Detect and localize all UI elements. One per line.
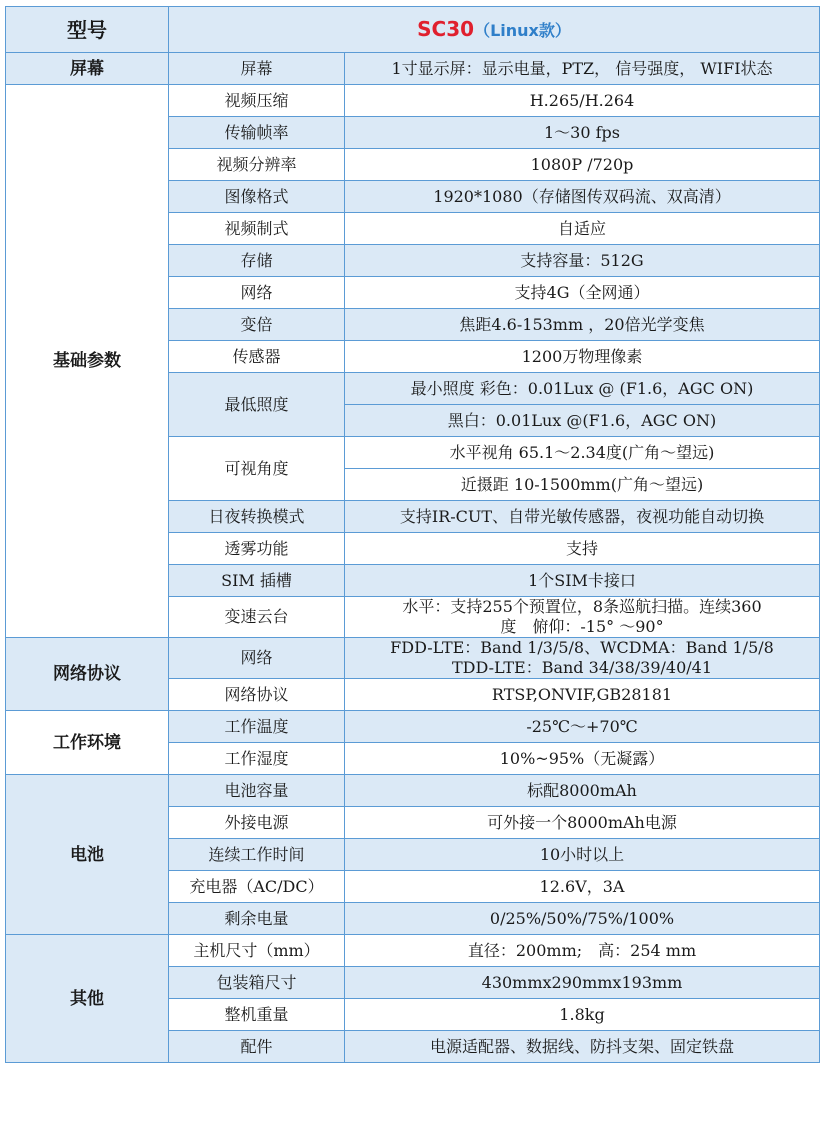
param-label: 视频压缩 <box>169 85 345 117</box>
param-label: 主机尺寸（mm） <box>169 935 345 967</box>
param-value: 1个SIM卡接口 <box>345 565 820 597</box>
param-label: 图像格式 <box>169 181 345 213</box>
param-label: SIM 插槽 <box>169 565 345 597</box>
param-value: 1200万物理像素 <box>345 341 820 373</box>
param-value: 支持IR-CUT、自带光敏传感器，夜视功能自动切换 <box>345 501 820 533</box>
param-value: 1.8kg <box>345 999 820 1031</box>
category-screen: 屏幕 <box>6 53 169 85</box>
category-environment: 工作环境 <box>6 711 169 775</box>
param-label: 传输帧率 <box>169 117 345 149</box>
param-label: 工作温度 <box>169 711 345 743</box>
param-label: 可视角度 <box>169 437 345 501</box>
param-value: 0/25%/50%/75%/100% <box>345 903 820 935</box>
param-label: 存储 <box>169 245 345 277</box>
param-value <box>345 638 820 679</box>
value-line: FDD-LTE：Band 1/3/5/8、WCDMA：Band 1/5/8 <box>390 638 774 657</box>
category-basic-params: 基础参数 <box>6 85 169 638</box>
param-label: 变速云台 <box>169 597 345 638</box>
model-title <box>169 7 820 53</box>
param-value: 1～30 fps <box>345 117 820 149</box>
param-value: 近摄距 10-1500mm(广角～望远) <box>345 469 820 501</box>
table-row <box>6 53 820 85</box>
param-value: 直径：200mm; 高：254 mm <box>345 935 820 967</box>
param-value: 黑白：0.01Lux @(F1.6，AGC ON) <box>345 405 820 437</box>
param-value: 最小照度 彩色：0.01Lux @ (F1.6，AGC ON) <box>345 373 820 405</box>
param-label: 透雾功能 <box>169 533 345 565</box>
param-label: 屏幕 <box>169 53 345 85</box>
table-row <box>6 711 820 743</box>
param-value: 自适应 <box>345 213 820 245</box>
param-value: 1920*1080（存储图传双码流、双高清） <box>345 181 820 213</box>
param-label: 网络协议 <box>169 679 345 711</box>
param-label: 网络 <box>169 277 345 309</box>
param-label: 电池容量 <box>169 775 345 807</box>
param-value: H.265/H.264 <box>345 85 820 117</box>
category-network-protocol: 网络协议 <box>6 638 169 711</box>
spec-table <box>5 6 820 1063</box>
param-label: 配件 <box>169 1031 345 1063</box>
param-value: 支持 <box>345 533 820 565</box>
param-value: RTSP,ONVIF,GB28181 <box>345 679 820 711</box>
header-row <box>6 7 820 53</box>
spec-sheet <box>5 6 819 1063</box>
param-value: 支持4G（全网通） <box>345 277 820 309</box>
param-label: 视频分辨率 <box>169 149 345 181</box>
param-value: 1080P /720p <box>345 149 820 181</box>
param-value: 10小时以上 <box>345 839 820 871</box>
value-line: TDD-LTE：Band 34/38/39/40/41 <box>452 658 712 677</box>
value-line: 度 俯仰：-15° ～90° <box>500 617 664 636</box>
param-label: 日夜转换模式 <box>169 501 345 533</box>
param-value: -25℃～+70℃ <box>345 711 820 743</box>
param-value: 焦距4.6-153mm ，20倍光学变焦 <box>345 309 820 341</box>
param-label: 传感器 <box>169 341 345 373</box>
table-row <box>6 775 820 807</box>
param-value <box>345 597 820 638</box>
table-row <box>6 638 820 679</box>
param-label: 最低照度 <box>169 373 345 437</box>
param-value: 430mmx290mmx193mm <box>345 967 820 999</box>
param-value: 可外接一个8000mAh电源 <box>345 807 820 839</box>
model-suffix: （Linux款） <box>474 20 571 40</box>
param-value: 水平视角 65.1～2.34度(广角～望远) <box>345 437 820 469</box>
value-line: 水平：支持255个预置位，8条巡航扫描。连续360 <box>402 597 762 616</box>
param-label: 剩余电量 <box>169 903 345 935</box>
param-value: 12.6V，3A <box>345 871 820 903</box>
param-value: 标配8000mAh <box>345 775 820 807</box>
param-value: 支持容量：512G <box>345 245 820 277</box>
param-value: 10%~95%（无凝露） <box>345 743 820 775</box>
category-other: 其他 <box>6 935 169 1063</box>
category-battery: 电池 <box>6 775 169 935</box>
param-label: 整机重量 <box>169 999 345 1031</box>
param-label: 网络 <box>169 638 345 679</box>
param-label: 变倍 <box>169 309 345 341</box>
param-label: 充电器（AC/DC） <box>169 871 345 903</box>
param-value: 1寸显示屏：显示电量，PTZ， 信号强度， WIFI状态 <box>345 53 820 85</box>
param-value: 电源适配器、数据线、防抖支架、固定铁盘 <box>345 1031 820 1063</box>
table-row <box>6 85 820 117</box>
param-label: 外接电源 <box>169 807 345 839</box>
param-label: 视频制式 <box>169 213 345 245</box>
table-row <box>6 935 820 967</box>
param-label: 工作湿度 <box>169 743 345 775</box>
param-label: 连续工作时间 <box>169 839 345 871</box>
param-label: 包装箱尺寸 <box>169 967 345 999</box>
model-name: SC30 <box>417 16 475 41</box>
header-label: 型号 <box>6 7 169 53</box>
